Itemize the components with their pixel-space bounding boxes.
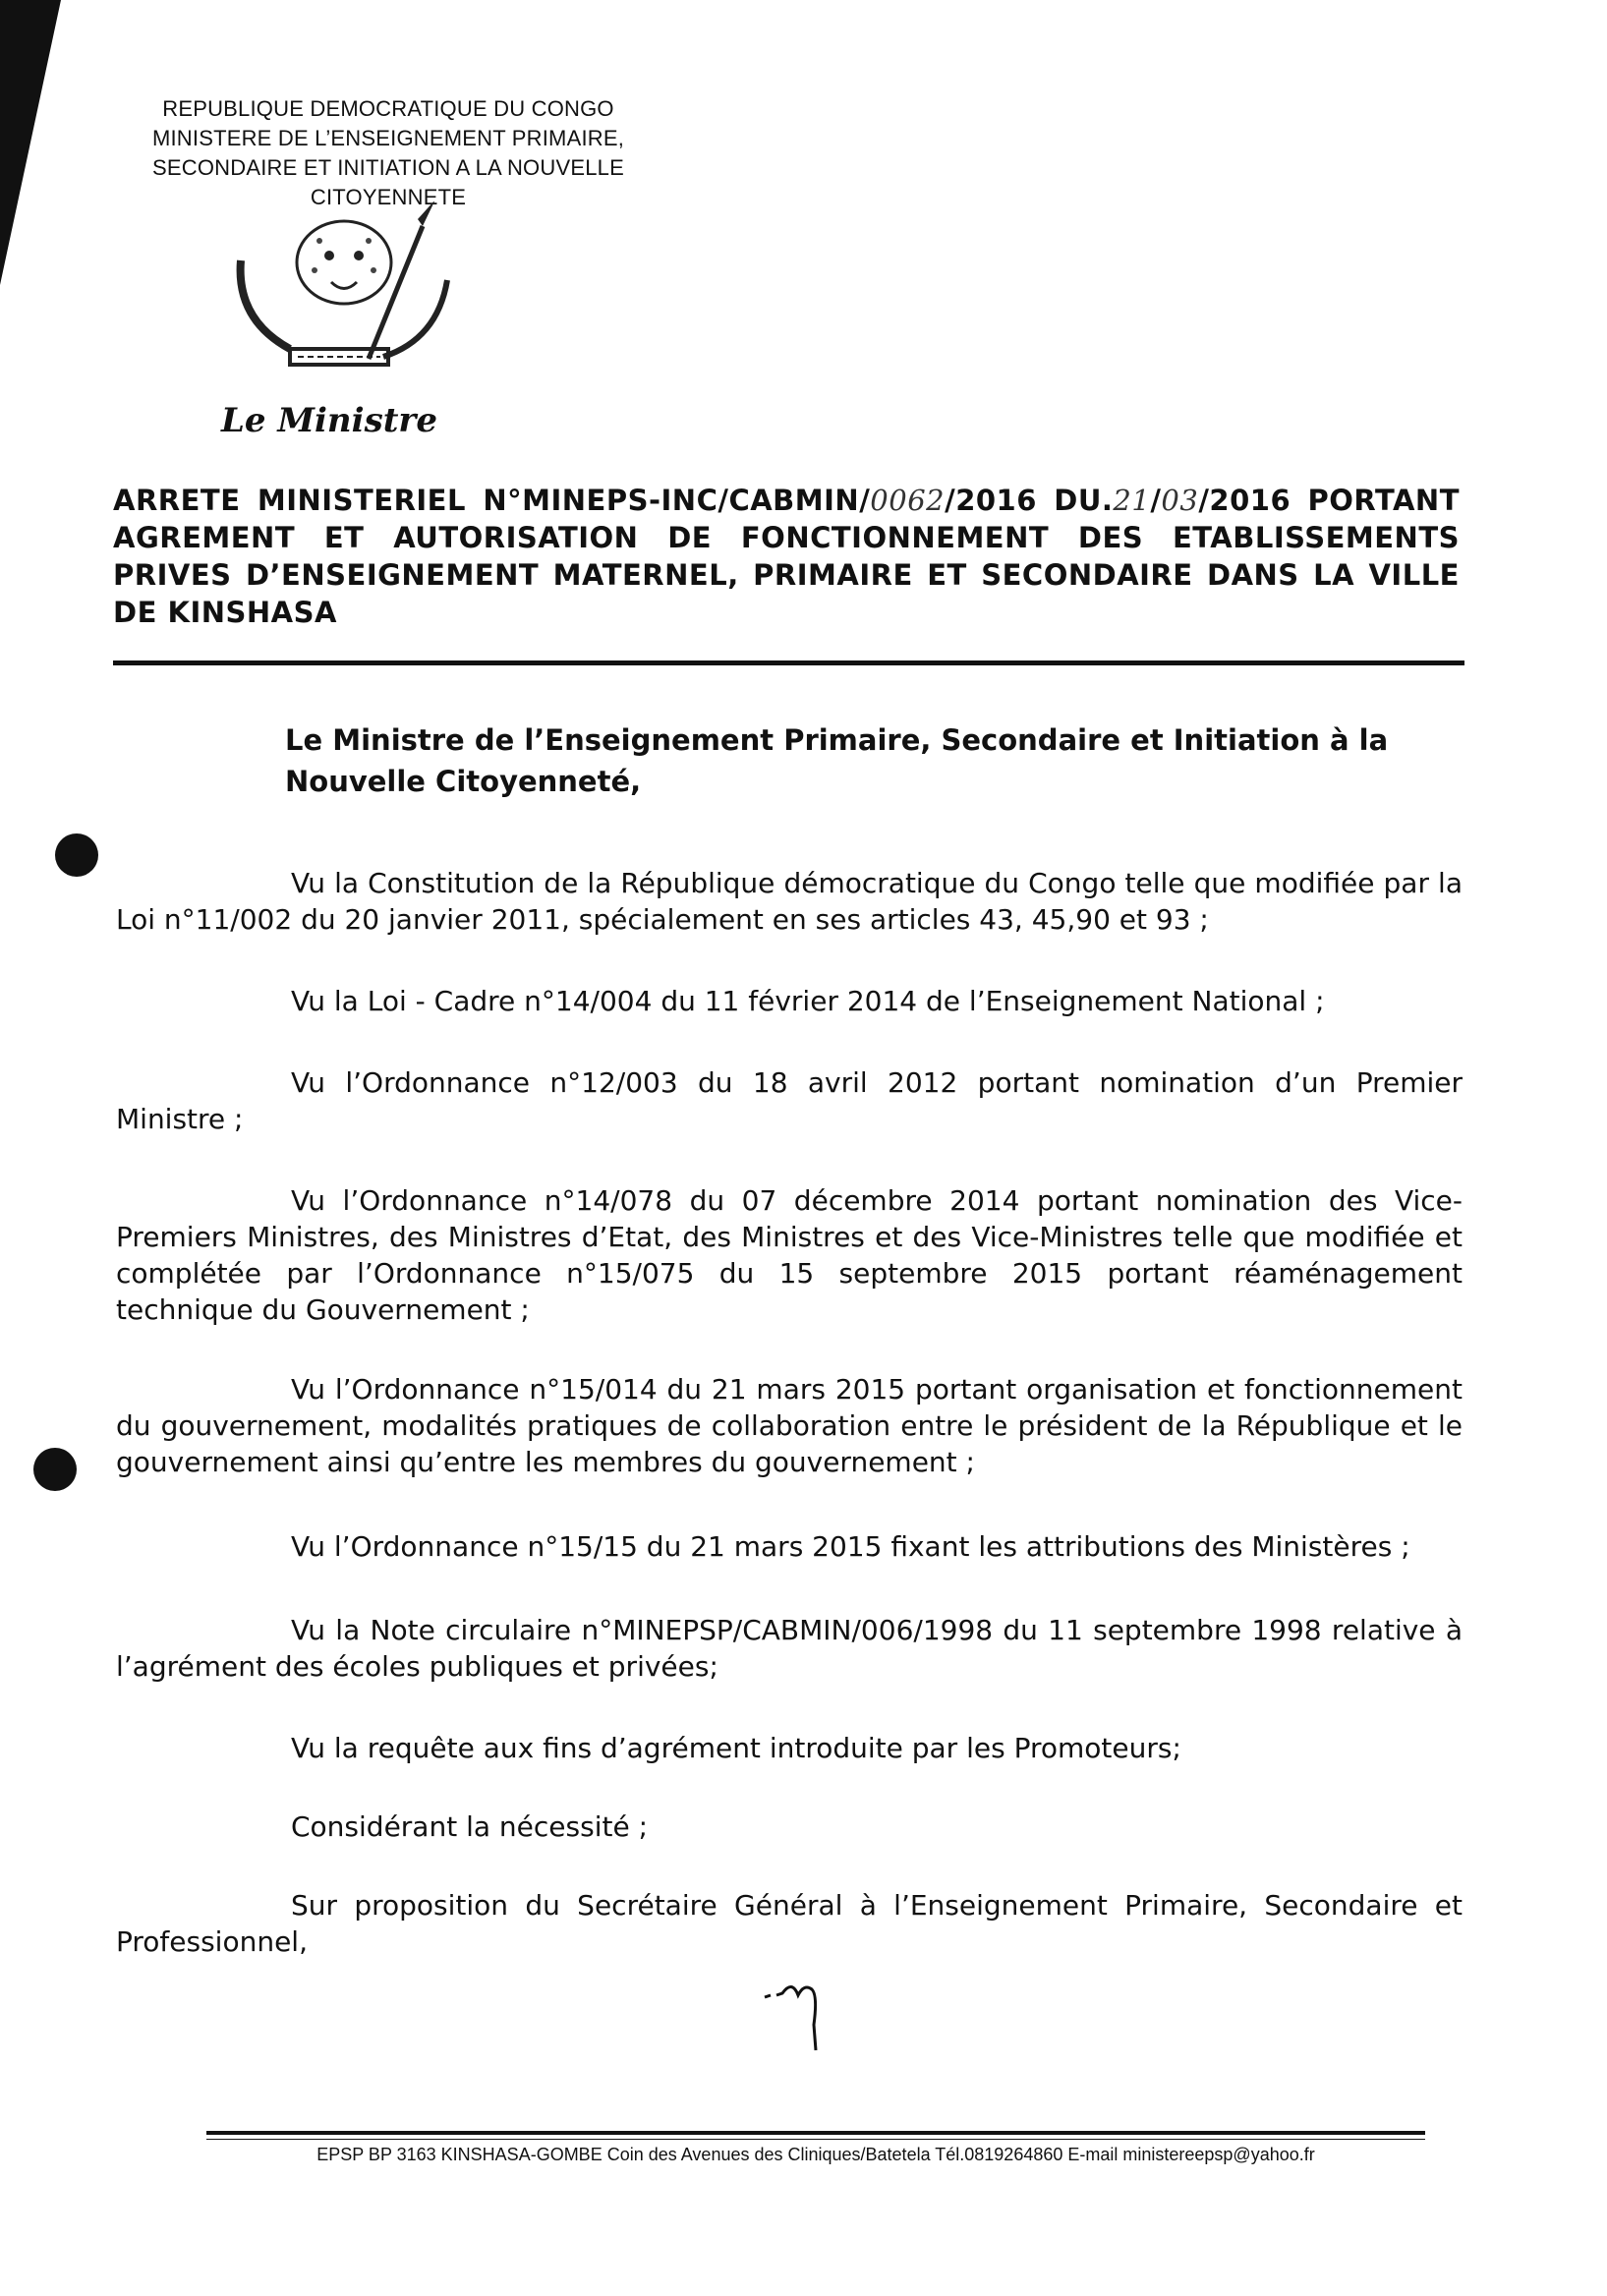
decree-date-separator: / <box>1150 484 1162 517</box>
scan-corner-shadow-icon <box>0 0 69 295</box>
visa-text: Considérant la nécessité ; <box>291 1810 649 1843</box>
minister-heading: Le Ministre de l’Enseignement Primaire, Secondaire et Initiation à la Nouvelle Citoyenneté, <box>285 723 1389 798</box>
decree-month-handwritten: 03 <box>1161 484 1199 517</box>
letterhead-ministry-line3: CITOYENNETE <box>310 185 467 209</box>
visa-paragraph <box>116 1371 1463 1480</box>
visa-paragraph <box>116 1528 1463 1565</box>
visa-paragraph <box>116 1064 1463 1137</box>
decree-day-handwritten: 21 <box>1113 484 1151 517</box>
visa-text: Vu l’Ordonnance n°12/003 du 18 avril 2012 portant nomination d’un Premier Ministre ; <box>116 1066 1463 1135</box>
paraph-icon <box>757 1966 845 2054</box>
letterhead-ministry-line1: MINISTERE DE L’ENSEIGNEMENT PRIMAIRE, <box>151 126 625 150</box>
decree-title <box>113 482 1460 631</box>
visa-paragraph <box>116 1887 1463 1960</box>
visa-text: Vu l’Ordonnance n°15/15 du 21 mars 2015 fixant les attributions des Ministères ; <box>291 1530 1410 1563</box>
visa-paragraph <box>116 1808 1463 1845</box>
punch-hole-icon <box>33 1448 77 1491</box>
decree-year2: /2016 <box>1198 484 1291 517</box>
title-divider <box>113 660 1464 665</box>
letterhead-country: REPUBLIQUE DEMOCRATIQUE DU CONGO <box>162 96 614 121</box>
letterhead-ministry-line2: SECONDAIRE ET INITIATION A LA NOUVELLE <box>152 155 624 180</box>
punch-hole-icon <box>55 833 98 877</box>
decree-prefix: ARRETE MINISTERIEL N°MINEPS-INC/CABMIN/ <box>113 484 871 517</box>
decree-number-handwritten: 0062 <box>870 484 946 517</box>
footer-divider-thin <box>206 2139 1425 2140</box>
visa-text: Vu la Constitution de la République démocratique du Congo telle que modifiée par la Loi n°11/002 du 20 janvier 2011, spécialement en ses articles 43, 45,90 et 93 ; <box>116 867 1463 936</box>
footer-address: EPSP BP 3163 KINSHASA-GOMBE Coin des Avenues des Cliniques/Batetela Tél.0819264860 E-mail ministereepsp@yahoo.fr <box>316 2145 1315 2164</box>
visa-paragraph <box>116 1730 1463 1766</box>
visa-text: Sur proposition du Secrétaire Général à l’Enseignement Primaire, Secondaire et Professionnel, <box>116 1889 1463 1958</box>
visa-paragraph <box>116 865 1463 938</box>
decree-subject: PORTANT AGREMENT ET AUTORISATION DE FONCTIONNEMENT DES ETABLISSEMENTS PRIVES D’ENSEIGNEMENT MATERNEL, PRIMAIRE ET SECONDAIRE DANS LA VILLE DE KINSHASA <box>113 484 1460 629</box>
footer-divider <box>206 2131 1425 2135</box>
visa-text: Vu la Loi - Cadre n°14/004 du 11 février 2014 de l’Enseignement National ; <box>291 985 1325 1017</box>
visa-paragraph <box>116 1182 1463 1328</box>
visa-text: Vu l’Ordonnance n°14/078 du 07 décembre 2014 portant nomination des Vice-Premiers Ministres, des Ministres d’Etat, des Ministres et des Vice-Ministres telle que modifiée et complétée par l’Ordonnance n°15/075 du 15 septembre 2015 portant réaménagement technique du Gouvernement ; <box>116 1184 1463 1326</box>
decree-year: /2016 DU. <box>945 484 1114 517</box>
coat-of-arms-icon <box>221 201 457 383</box>
visa-text: Vu l’Ordonnance n°15/014 du 21 mars 2015 portant organisation et fonctionnement du gouvernement, modalités pratiques de collaboration entre le président de la République et le gouvernement ainsi qu’entre les membres du gouvernement ; <box>116 1373 1463 1478</box>
visa-paragraph <box>116 983 1463 1019</box>
visa-text: Vu la requête aux fins d’agrément introduite par les Promoteurs; <box>291 1732 1181 1764</box>
signatory-title: Le Ministre <box>221 401 437 440</box>
visa-text: Vu la Note circulaire n°MINEPSP/CABMIN/006/1998 du 11 septembre 1998 relative à l’agrément des écoles publiques et privées; <box>116 1614 1463 1683</box>
visa-paragraph <box>116 1612 1463 1685</box>
letterhead <box>93 94 683 212</box>
